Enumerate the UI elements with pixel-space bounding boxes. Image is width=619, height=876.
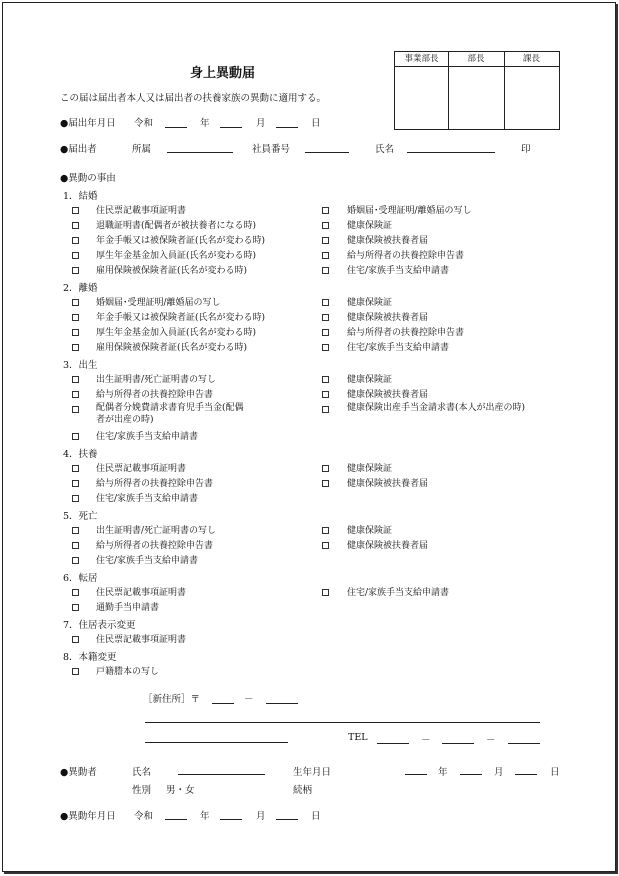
checkbox[interactable] xyxy=(72,433,79,440)
change-date-era: 令和 xyxy=(134,811,154,822)
checklist-item-right: 住宅/家族手当支給申請書 xyxy=(347,343,450,353)
birth-day-field[interactable] xyxy=(515,774,537,775)
filing-day-field[interactable] xyxy=(276,127,298,128)
checklist-item-left: 配偶者分娩費請求書育児手当金(配偶者が出産の時) xyxy=(96,403,244,425)
stamp-header-division-head: 事業部長 xyxy=(395,52,448,67)
checklist-item-left: 雇用保険被保険者証(氏名が変わる時) xyxy=(96,266,248,276)
checklist-item-right: 健康保険出産手当金請求書(本人が出産の時) xyxy=(347,403,526,413)
filing-era-year-field[interactable] xyxy=(165,127,187,128)
checkbox[interactable] xyxy=(322,542,329,549)
section-heading: 3．出生 xyxy=(63,360,98,371)
checkbox[interactable] xyxy=(72,495,79,502)
checklist-item-left: 住民票記載事項証明書 xyxy=(96,464,187,474)
gender-options[interactable]: 男・女 xyxy=(166,785,195,796)
checklist-item-right: 健康保険被扶養者届 xyxy=(347,390,429,400)
checkbox[interactable] xyxy=(72,376,79,383)
checkbox[interactable] xyxy=(72,267,79,274)
checklist-item-left: 出生証明書/死亡証明書の写し xyxy=(96,526,217,536)
section-heading: 5．死亡 xyxy=(63,511,98,522)
gender-label: 性別 xyxy=(132,785,152,796)
section-heading: 6．転居 xyxy=(63,573,98,584)
checkbox[interactable] xyxy=(72,237,79,244)
filer-dept-label: 所属 xyxy=(132,144,152,155)
checklist-item-left: 住民票記載事項証明書 xyxy=(96,635,187,645)
checkbox[interactable] xyxy=(72,668,79,675)
checklist-item-left: 厚生年金基金加入員証(氏名が変わる時) xyxy=(96,328,257,338)
checklist-item-left: 年金手帳又は被保険者証(氏名が変わる時) xyxy=(96,236,266,246)
birth-day-unit: 日 xyxy=(550,767,560,778)
filer-empno-field[interactable] xyxy=(305,152,349,153)
change-month-unit: 月 xyxy=(256,811,266,822)
checklist-item-left: 住民票記載事項証明書 xyxy=(96,588,187,598)
stamp-header-dept-head: 部長 xyxy=(448,52,504,67)
tel-dash-2: － xyxy=(486,735,496,746)
filer-seal-mark: 印 xyxy=(521,144,531,155)
change-date-label: ●異動年月日 xyxy=(60,811,116,822)
checklist-item-right: 健康保険証 xyxy=(347,526,393,536)
tel-area-field[interactable] xyxy=(377,743,409,744)
checkbox[interactable] xyxy=(72,406,79,413)
checklist-item-left: 給与所得者の扶養控除申告書 xyxy=(96,390,214,400)
checkbox[interactable] xyxy=(322,252,329,259)
checkbox[interactable] xyxy=(72,557,79,564)
checklist-item-right: 健康保険証 xyxy=(347,464,393,474)
checklist-item-right: 住宅/家族手当支給申請書 xyxy=(347,266,450,276)
checkbox[interactable] xyxy=(72,465,79,472)
checkbox[interactable] xyxy=(72,480,79,487)
checkbox[interactable] xyxy=(322,465,329,472)
checklist-item-right: 健康保険証 xyxy=(347,298,393,308)
checkbox[interactable] xyxy=(72,252,79,259)
change-day-field[interactable] xyxy=(276,819,298,820)
checkbox[interactable] xyxy=(322,344,329,351)
address-line-2-field[interactable] xyxy=(145,742,288,743)
relation-label: 続柄 xyxy=(293,785,313,796)
filing-date-label: ●届出年月日 xyxy=(60,118,116,129)
checklist-item-right: 婚姻届･受理証明/離婚届の写し xyxy=(347,206,472,216)
reasons-label: ●異動の事由 xyxy=(60,173,116,184)
checkbox[interactable] xyxy=(322,391,329,398)
checkbox[interactable] xyxy=(72,344,79,351)
checklist-item-left: 年金手帳又は被保険者証(氏名が変わる時) xyxy=(96,313,266,323)
checklist-item-left: 戸籍謄本の写し xyxy=(96,667,160,677)
checklist-item-left: 住宅/家族手当支給申請書 xyxy=(96,432,199,442)
filing-date-year: 年 xyxy=(200,118,210,129)
checkbox[interactable] xyxy=(72,636,79,643)
checklist-item-left: 厚生年金基金加入員証(氏名が変わる時) xyxy=(96,251,257,261)
address-line-1-field[interactable] xyxy=(145,722,540,723)
checkbox[interactable] xyxy=(322,480,329,487)
tel-dash-1: － xyxy=(421,735,431,746)
tel-label: TEL xyxy=(348,732,368,743)
checklist-item-left: 雇用保険被保険者証(氏名が変わる時) xyxy=(96,343,248,353)
filing-date-era: 令和 xyxy=(134,118,154,129)
checkbox[interactable] xyxy=(322,589,329,596)
new-address-label: ［新住所］〒 xyxy=(143,694,201,705)
checklist-item-left: 通勤手当申請書 xyxy=(96,603,160,613)
checklist-item-left: 出生証明書/死亡証明書の写し xyxy=(96,375,217,385)
checklist-item-right: 健康保険被扶養者届 xyxy=(347,236,429,246)
checkbox[interactable] xyxy=(322,237,329,244)
checkbox[interactable] xyxy=(72,589,79,596)
person-name-label: 氏名 xyxy=(132,767,152,778)
approval-stamp-box xyxy=(394,51,560,130)
form-title: 身上異動届 xyxy=(190,66,256,81)
checklist-item-left: 住宅/家族手当支給申請書 xyxy=(96,556,199,566)
checkbox[interactable] xyxy=(72,604,79,611)
checkbox[interactable] xyxy=(72,329,79,336)
birth-month-unit: 月 xyxy=(494,767,504,778)
change-month-field[interactable] xyxy=(220,819,242,820)
checklist-item-left: 住宅/家族手当支給申請書 xyxy=(96,494,199,504)
tel-number-field[interactable] xyxy=(508,743,540,744)
filing-date-day: 日 xyxy=(311,118,321,129)
checklist-item-right: 住宅/家族手当支給申請書 xyxy=(347,588,450,598)
birth-year-field[interactable] xyxy=(405,774,427,775)
filer-name-label: 氏名 xyxy=(375,144,395,155)
checklist-item-left: 住民票記載事項証明書 xyxy=(96,206,187,216)
filing-date-month: 月 xyxy=(256,118,266,129)
person-name-field[interactable] xyxy=(178,774,265,775)
change-day-unit: 日 xyxy=(311,811,321,822)
checkbox[interactable] xyxy=(322,299,329,306)
filer-name-field[interactable] xyxy=(407,152,495,153)
filing-month-field[interactable] xyxy=(220,127,242,128)
change-year-field[interactable] xyxy=(165,819,187,820)
filer-dept-field[interactable] xyxy=(167,152,233,153)
stamp-header-section-head: 課長 xyxy=(504,52,559,67)
section-heading: 1．結婚 xyxy=(63,191,98,202)
birth-year-unit: 年 xyxy=(438,767,448,778)
checkbox[interactable] xyxy=(72,299,79,306)
checkbox[interactable] xyxy=(322,329,329,336)
checklist-item-right: 健康保険証 xyxy=(347,221,393,231)
checkbox[interactable] xyxy=(322,267,329,274)
change-year-unit: 年 xyxy=(200,811,210,822)
checkbox[interactable] xyxy=(72,527,79,534)
person-birth-label: 生年月日 xyxy=(293,767,332,778)
checklist-item-right: 健康保険被扶養者届 xyxy=(347,479,429,489)
checkbox[interactable] xyxy=(322,314,329,321)
checklist-item-right: 健康保険被扶養者届 xyxy=(347,541,429,551)
checklist-item-right: 給与所得者の扶養控除申告書 xyxy=(347,251,465,261)
checklist-item-right: 給与所得者の扶養控除申告書 xyxy=(347,328,465,338)
checkbox[interactable] xyxy=(72,391,79,398)
checkbox[interactable] xyxy=(72,207,79,214)
checkbox[interactable] xyxy=(322,376,329,383)
checklist-item-left: 退職証明書(配偶者が被扶養者になる時) xyxy=(96,221,257,231)
section-heading: 2．離婚 xyxy=(63,283,98,294)
checklist-item-left: 給与所得者の扶養控除申告書 xyxy=(96,541,214,551)
checkbox[interactable] xyxy=(72,314,79,321)
form-page xyxy=(2,2,616,872)
section-heading: 4．扶養 xyxy=(63,449,98,460)
person-label: ●異動者 xyxy=(60,767,97,778)
filer-empno-label: 社員番号 xyxy=(252,144,291,155)
checkbox[interactable] xyxy=(72,542,79,549)
filer-label: ●届出者 xyxy=(60,144,97,155)
postal-dash: － xyxy=(244,694,254,705)
checkbox[interactable] xyxy=(322,406,329,413)
checkbox[interactable] xyxy=(322,527,329,534)
checkbox[interactable] xyxy=(322,207,329,214)
postal-code-second-field[interactable] xyxy=(266,703,298,704)
checkbox[interactable] xyxy=(72,222,79,229)
checklist-item-left: 婚姻届･受理証明/離婚届の写し xyxy=(96,298,221,308)
section-heading: 7．住居表示変更 xyxy=(63,620,136,631)
checklist-item-right: 健康保険証 xyxy=(347,375,393,385)
checklist-item-right: 健康保険被扶養者届 xyxy=(347,313,429,323)
section-heading: 8．本籍変更 xyxy=(63,652,117,663)
intro-text: この届は届出者本人又は届出者の扶養家族の異動に適用する。 xyxy=(60,93,327,104)
tel-exchange-field[interactable] xyxy=(442,743,474,744)
checklist-item-left: 給与所得者の扶養控除申告書 xyxy=(96,479,214,489)
birth-month-field[interactable] xyxy=(460,774,482,775)
checkbox[interactable] xyxy=(322,222,329,229)
postal-code-first-field[interactable] xyxy=(212,703,234,704)
